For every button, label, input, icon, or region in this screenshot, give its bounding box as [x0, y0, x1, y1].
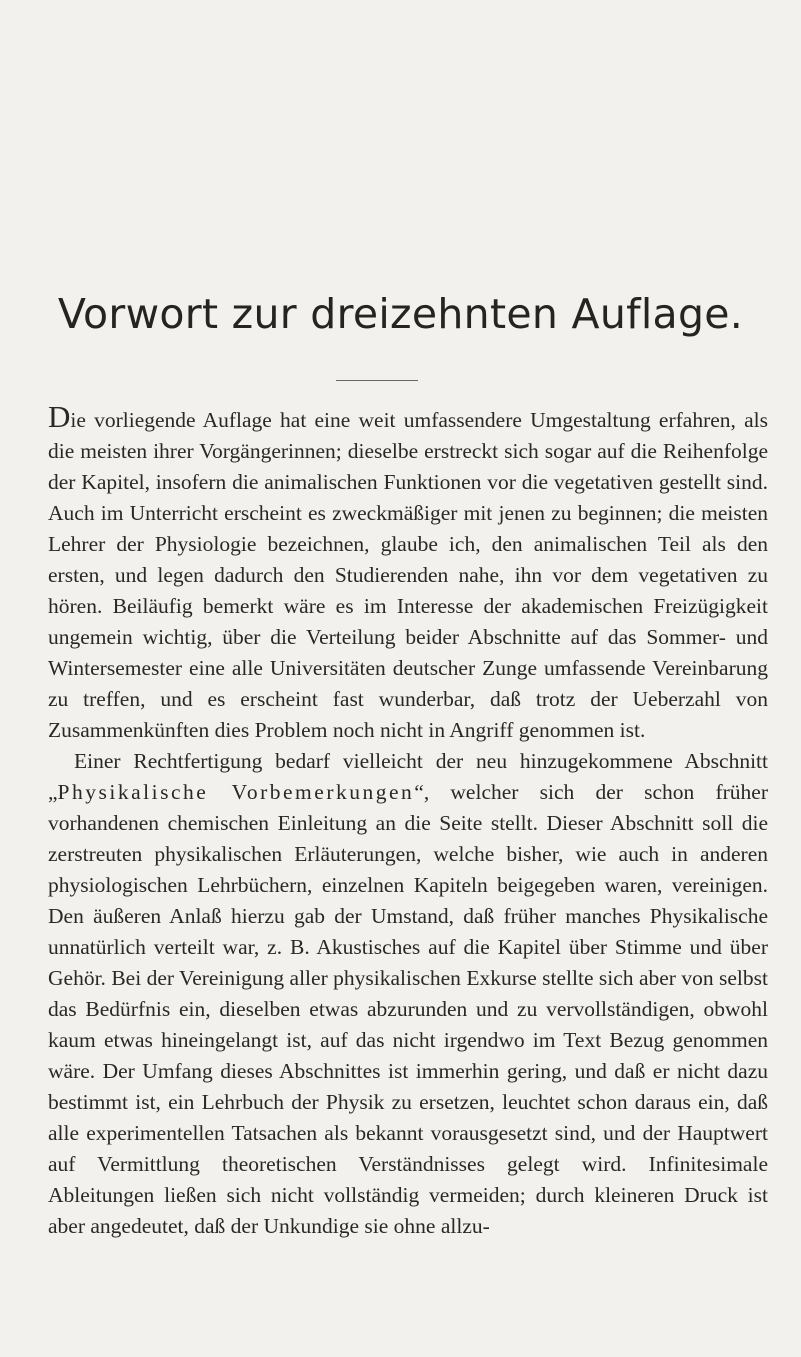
paragraph-2-text-end: “, welcher sich der schon früher vorhandenen chemischen Einleitung an die Seite stellt. Dieser Abschnitt soll die zerstreuten physikalischen Erläuterungen, welche bisher, wie auch in anderen physiologischen Lehrbüchern, einzelnen Kapiteln beigegeben waren, vereinigen. Den äußeren Anlaß hierzu gab der Umstand, daß früher manches Physikalische unnatürlich verteilt war, z. B. Akustisches auf die Kapitel über Stimme und über Gehör. Bei der Vereinigung aller physikalischen Exkurse stellte sich aber von selbst das Bedürfnis ein, dieselben etwas abzurunden und zu vervollständigen, obwohl kaum etwas hineingelangt ist, auf das nicht irgendwo im Text Bezug genommen wäre. Der Umfang dieses Abschnittes ist immerhin gering, und daß er nicht dazu bestimmt ist, ein Lehrbuch der Physik zu ersetzen, leuchtet schon daraus ein, daß alle experimentellen Tatsachen als bekannt vorausgesetzt sind, und der Hauptwert auf Vermittlung theoretischen Verständnisses gelegt wird. Infinitesimale Ableitungen ließen sich nicht vollständig vermeiden; durch kleineren Druck ist aber angedeutet, daß der Unkundige sie ohne allzu- [48, 780, 768, 1238]
page-title: Vorwort zur dreizehnten Auflage. [57, 290, 744, 338]
body-text [48, 399, 768, 1242]
paragraph-2-text-start: Einer Rechtfertigung bedarf vielleicht der neu hinzugekommene Abschnitt „ [48, 749, 768, 804]
paragraph-1 [48, 399, 768, 746]
title-divider [336, 380, 418, 381]
paragraph-2 [48, 746, 768, 1242]
paragraph-1-text: ie vorliegende Auflage hat eine weit umfassendere Umgestaltung erfahren, als die meisten ihrer Vorgängerinnen; dieselbe erstreckt sich sogar auf die Reihenfolge der Kapitel, insofern die animalischen Funktionen vor die vegetativen gestellt sind. Auch im Unterricht erscheint es zweckmäßiger mit jenen zu beginnen; die meisten Lehrer der Physiologie bezeichnen, glaube ich, den animalischen Teil als den ersten, und legen dadurch den Studierenden nahe, ihn vor dem vegetativen zu hören. Beiläufig bemerkt wäre es im Interesse der akademischen Freizügigkeit ungemein wichtig, über die Verteilung beider Abschnitte auf das Sommer- und Wintersemester eine alle Universitäten deutscher Zunge umfassende Vereinbarung zu treffen, und es erscheint fast wunderbar, daß trotz der Ueberzahl von Zusammenkünften dies Problem noch nicht in Angriff genommen ist. [48, 408, 768, 742]
dropcap-letter: D [48, 399, 71, 434]
section-name-emphasis: Physikalische Vorbemerkungen [57, 780, 415, 804]
